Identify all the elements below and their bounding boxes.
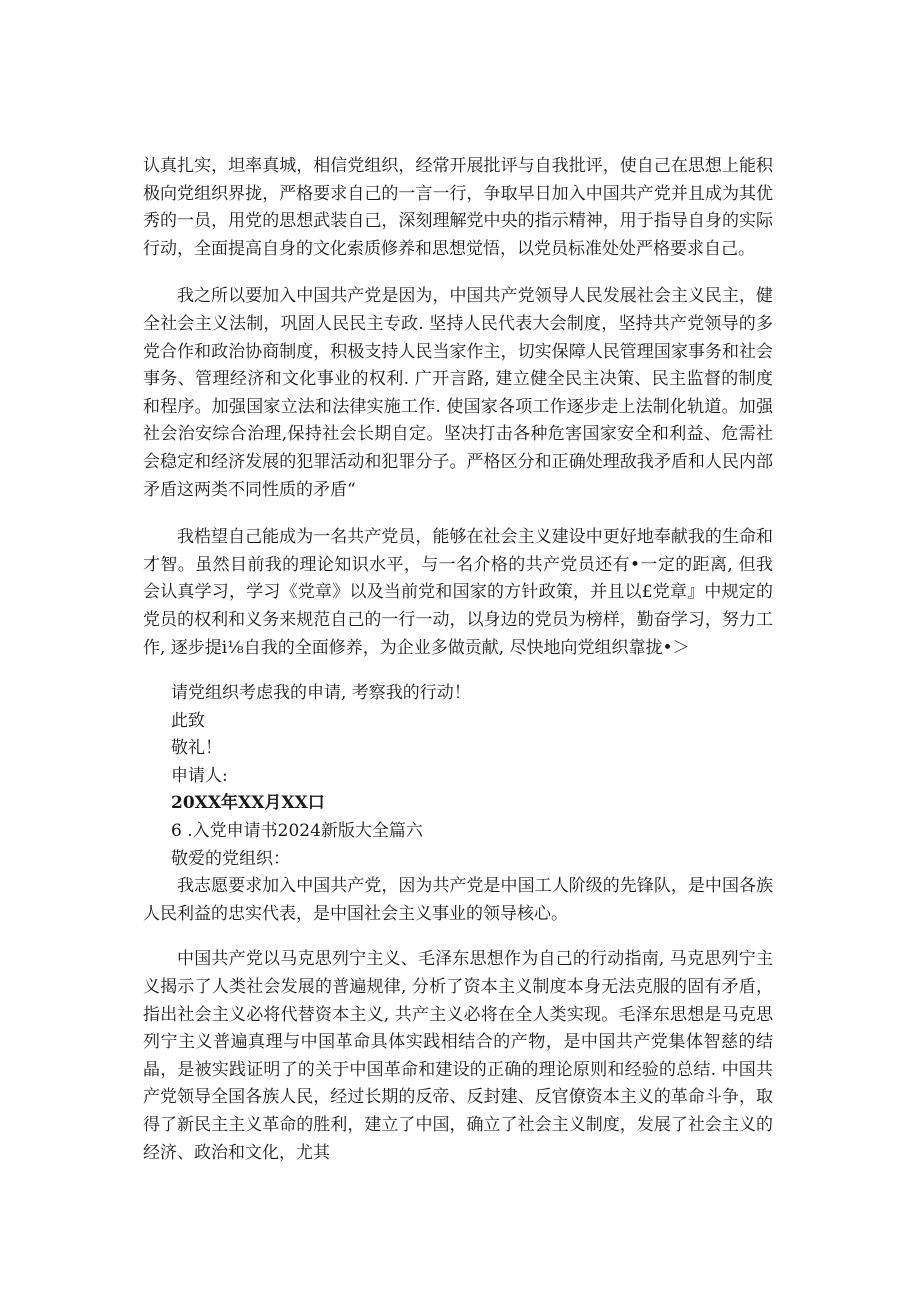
closing-request: 请党组织考虑我的申请, 考察我的行动！ (171, 683, 471, 704)
paragraph-ideology: 中国共产党以马克思列宁主义、毛泽东思想作为自己的行动指南, 马克思列宁主义揭示了人类社会发展的普遍规律, 分析了资本主义制度本身无法克服的固有矛盾，指出社会主义必将代替资本主义, 共产主义必将在全人类实现。毛泽东思想是马克思列宁主义普遍真理与中国革命具体实践相结合的产物，是中国共产党集体智慈的结晶，是被实践证明了的关于中国革命和建设的正确的理论原则和经验的总结. 中国共产党领导全国各族人民，经过长期的反帝、反封建、反官僚资本主义的革命斗争，取得了新民主主义革命的胜利，建立了中国，确立了社会主义制度，发展了社会主义的经济、政治和文化，尤其 (143, 949, 773, 1163)
closing-salute-1: 此致 (171, 710, 205, 731)
date-line: 20XX年XX月XX口 (171, 793, 325, 814)
greeting: 敬爱的党组织： (171, 848, 290, 869)
paragraph-reason: 我之所以要加入中国共产党是因为，中国共产党领导人民发展社会主义民主，健全社会主义法制，巩固人民民主专政. 坚持人民代表大会制度，坚持共产党领导的多党合作和政治协商制度，积极支持人民当家作主，切实保障人民管理国家事务和社会事务、管理经济和文化事业的权利. 广开言路, 建立健全民主决策、民主监督的制度和程序。加强国家立法和法律实施工作. 使国家各项工作逐步走上法制化轨道。加强社会治安综合治理,保持社会长期自定。坚决打击各种危害国家安全和利益、危需社会稳定和经济发展的犯罪活动和犯罪分子。严格区分和正确处理敌我矛盾和人民内部矛盾这两类不同性质的矛盾“ (143, 286, 773, 500)
applicant-label: 申请人: (171, 765, 228, 786)
closing-salute-2: 敬礼！ (171, 738, 222, 759)
paragraph-aspiration: 我梏望自己能成为一名共产党员，能够在社会主义建设中更好地奉献我的生命和才智。虽然目前我的理论知识水平，与一名介格的共产党员还有•一定的距离, 但我会认真学习，学习《党章》以及当前党和国家的方针政策，并且以£党章』中规定的党员的权利和义务来规范自己的一行一动，以身边的党员为榜样，勤奋学习，努力工作, 逐步提i⅛自我的全面修养，为企业多做贡献, 尽快地向党组织靠拢•＞ (143, 527, 773, 658)
paragraph-continuation: 认真扎实，坦率真城，相信党组织，经常开展批评与自我批评，使自己在思想上能积极向党组织界拢，严格要求自己的一言一行，争取早日加入中国共产党并且成为其优秀的一员，用党的思想武装自己，深刻理解党中央的指示精神，用于指导自身的实际行动，全面提高自身的文化索质修养和思想觉悟，以党员标准处处严格要求自己。 (143, 156, 773, 259)
document-page (143, 153, 773, 1167)
paragraph-intent: 我志愿要求加入中国共产党，因为共产党是中国工人阶级的先锋队，是中国各族人民利益的忠实代表，是中国社会主义事业的领导核心。 (143, 876, 773, 924)
section-heading: 6 .入党申请书2024新版大全篇六 (171, 821, 423, 842)
